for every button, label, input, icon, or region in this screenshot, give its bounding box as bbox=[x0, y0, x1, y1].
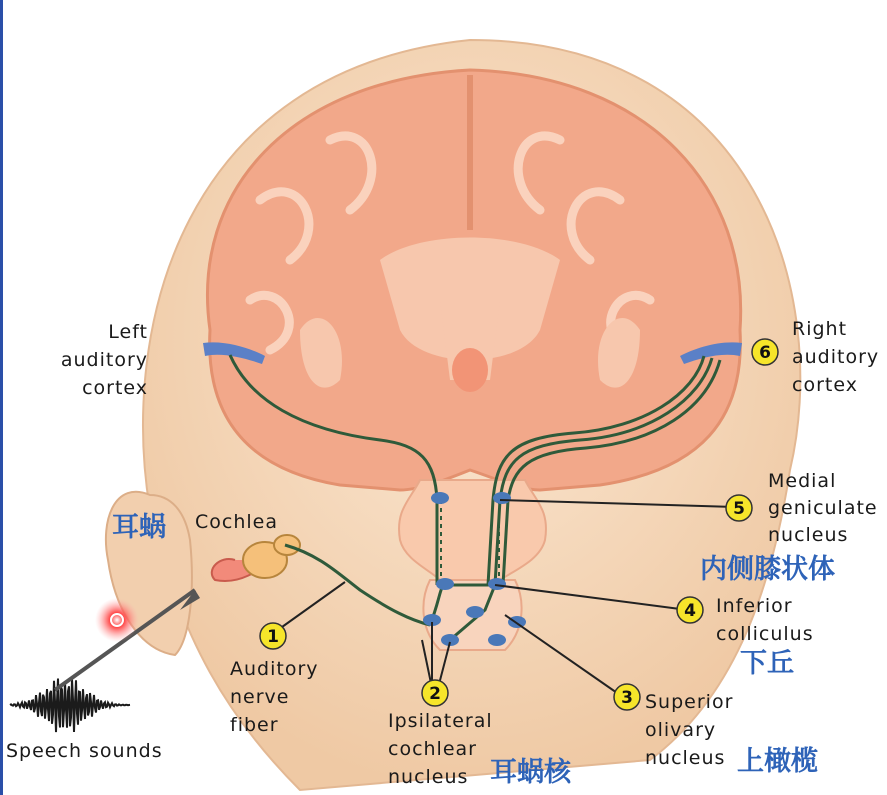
left-cortex-label-2: auditory bbox=[60, 349, 148, 371]
ipsilateral-label-3: nucleus bbox=[388, 766, 469, 788]
auditory-nerve-label-3: fiber bbox=[230, 714, 279, 736]
marker-number-4: 4 bbox=[684, 601, 696, 621]
medial-geniculate-label-1: Medial bbox=[768, 470, 837, 492]
superior-olivary-label-1: Superior bbox=[645, 691, 734, 713]
marker-number-1: 1 bbox=[267, 627, 279, 647]
cn-superior-olivary: 上橄榄 bbox=[737, 746, 818, 777]
inferior-colliculus-label-1: Inferior bbox=[716, 595, 793, 617]
right-cortex-label-2: auditory bbox=[792, 346, 880, 368]
cn-cochlear-nucleus: 耳蜗核 bbox=[490, 757, 571, 788]
medial-geniculate-right bbox=[493, 492, 511, 504]
ipsilateral-label-1: Ipsilateral bbox=[388, 710, 493, 732]
cn-medial-geniculate: 内侧膝状体 bbox=[700, 554, 835, 585]
cn-cochlea: 耳蜗 bbox=[112, 512, 166, 543]
inferior-colliculus-label-2: colliculus bbox=[716, 623, 814, 645]
right-cortex-label-3: cortex bbox=[792, 374, 858, 396]
marker-4 bbox=[677, 597, 703, 623]
auditory-nerve-label-1: Auditory bbox=[230, 658, 319, 680]
superior-olivary-label-3: nucleus bbox=[645, 747, 726, 769]
superior-olivary-right bbox=[488, 634, 506, 646]
speech-sounds-label: Speech sounds bbox=[6, 740, 163, 762]
left-cortex-label-3: cortex bbox=[82, 377, 148, 399]
medial-geniculate-label-3: nucleus bbox=[768, 524, 849, 546]
inferior-colliculus-right bbox=[488, 578, 506, 590]
marker-number-2: 2 bbox=[429, 684, 441, 704]
marker-6 bbox=[752, 339, 778, 365]
marker-number-6: 6 bbox=[759, 343, 771, 363]
cn-inferior-colliculus: 下丘 bbox=[740, 648, 794, 679]
medial-geniculate-left bbox=[431, 492, 449, 504]
left-cortex-label-1: Left bbox=[108, 321, 148, 343]
marker-number-5: 5 bbox=[733, 499, 745, 519]
marker-2 bbox=[422, 680, 448, 706]
superior-olivary-label-2: olivary bbox=[645, 719, 717, 741]
medial-geniculate-label-2: geniculate bbox=[768, 497, 878, 519]
cochlea-label: Cochlea bbox=[195, 511, 278, 533]
marker-1 bbox=[260, 623, 286, 649]
sound-source-dot bbox=[95, 598, 139, 642]
marker-3 bbox=[614, 684, 640, 710]
trapezoid-body bbox=[466, 606, 484, 618]
ipsilateral-label-2: cochlear bbox=[388, 738, 477, 760]
marker-5 bbox=[726, 495, 752, 521]
right-cortex-label-1: Right bbox=[792, 318, 848, 340]
marker-number-3: 3 bbox=[621, 688, 633, 708]
inferior-colliculus-left bbox=[436, 578, 454, 590]
auditory-nerve-label-2: nerve bbox=[230, 686, 290, 708]
